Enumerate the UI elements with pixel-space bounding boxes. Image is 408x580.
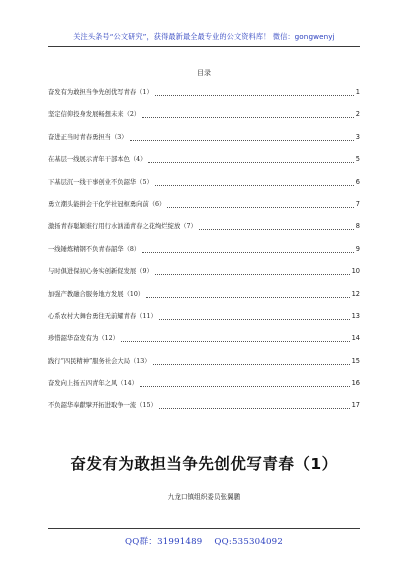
- toc-entry-page: 15: [351, 356, 360, 365]
- toc-entry-title: 坚定信仰投身发展畅想未来（2）: [48, 111, 141, 119]
- toc-entry-title: 不负韶华奉獻擘开拓进取争一流（15）: [48, 402, 157, 410]
- leader-dots: [155, 88, 354, 96]
- toc-entry[interactable]: [48, 110, 360, 132]
- footer-divider: [48, 528, 360, 529]
- toc-entry-page: 5: [355, 155, 360, 164]
- toc-entry[interactable]: [48, 178, 360, 200]
- table-of-contents: [48, 88, 360, 424]
- toc-entry[interactable]: [48, 88, 360, 110]
- toc-entry[interactable]: [48, 200, 360, 222]
- toc-entry-title: 心系农村大舞台勇往无前耀青春（11）: [48, 312, 157, 320]
- toc-entry-page: 3: [355, 132, 360, 141]
- leader-dots: [142, 110, 354, 118]
- leader-dots: [155, 178, 354, 186]
- leader-dots: [146, 290, 349, 298]
- toc-entry[interactable]: [48, 312, 360, 334]
- article-author: 九龙口镇组织委员张翼鹏: [167, 493, 241, 501]
- toc-entry-page: 7: [355, 199, 360, 208]
- leader-dots: [130, 133, 354, 141]
- toc-entry-title: 下基层沉一线干事创业不负韶华（5）: [48, 178, 153, 186]
- toc-entry-title: 奋发有为敢担当争先创优写青春（1）: [48, 89, 153, 96]
- toc-entry[interactable]: [48, 155, 360, 177]
- leader-dots: [167, 200, 353, 208]
- toc-entry-title: 奋进正当时青春勇担当（3）: [48, 133, 128, 141]
- leader-dots: [140, 379, 350, 387]
- leader-dots: [142, 245, 354, 253]
- leader-dots: [159, 312, 350, 320]
- header-note: 关注头条号“公文研究”，获得最新最全最专业的公文资料库！ 微信：gongwenyj: [73, 32, 335, 41]
- toc-entry-page: 6: [355, 177, 360, 186]
- qq-group: QQ群：31991489: [124, 537, 203, 547]
- toc-entry[interactable]: [48, 290, 360, 312]
- toc-entry-page: 14: [351, 334, 360, 343]
- toc-entry-title: 一线锤炼精钢不负青春韶华（8）: [48, 245, 141, 253]
- toc-entry-title: 加强产教融合服务地方发展（10）: [48, 290, 145, 298]
- toc-entry[interactable]: [48, 222, 360, 244]
- header-divider: [48, 46, 360, 47]
- toc-entry[interactable]: [48, 133, 360, 155]
- toc-entry[interactable]: [48, 334, 360, 356]
- toc-entry-page: 13: [351, 311, 360, 320]
- leader-dots: [153, 357, 350, 365]
- leader-dots: [121, 334, 350, 342]
- toc-entry-title: 奋发向上扬五四青年之风（14）: [48, 380, 138, 388]
- toc-entry[interactable]: [48, 357, 360, 379]
- toc-entry-title: 珍惜韶华奋发有为（12）: [48, 335, 119, 343]
- toc-entry-title: 践行“四民精神”服务社会大局（13）: [48, 357, 151, 365]
- toc-entry[interactable]: [48, 267, 360, 289]
- toc-entry-page: 12: [351, 289, 360, 298]
- toc-entry[interactable]: [48, 379, 360, 401]
- toc-entry-page: 1: [355, 88, 360, 96]
- leader-dots: [155, 267, 350, 275]
- toc-entry-title: 激扬青春聪颖谁行用行水汹涌青春之花绚烂绽放（7）: [48, 223, 197, 231]
- qq-contact: QQ:535304092: [214, 537, 284, 547]
- article-title: 奋发有为敢担当争先创优写青春（1）: [70, 455, 338, 473]
- toc-entry[interactable]: [48, 401, 360, 423]
- toc-entry-title: 与时俱进保初心务实创新促发展（9）: [48, 268, 153, 276]
- toc-entry-page: 17: [351, 401, 360, 410]
- toc-entry-page: 10: [351, 267, 360, 276]
- footer-note: [0, 535, 408, 547]
- toc-entry-page: 2: [355, 110, 360, 119]
- toc-entry-title: 在基层一线展示青年干部本色（4）: [48, 156, 147, 164]
- toc-entry-page: 8: [355, 222, 360, 231]
- toc-entry-page: 16: [351, 379, 360, 388]
- leader-dots: [148, 155, 353, 163]
- toc-entry-title: 勇立潮头能拼会干化学社冠枢勇向前（6）: [48, 200, 166, 208]
- toc-title: 目录: [197, 69, 211, 77]
- toc-entry-page: 9: [355, 244, 360, 253]
- leader-dots: [159, 401, 350, 409]
- toc-entry[interactable]: [48, 245, 360, 267]
- leader-dots: [199, 222, 354, 230]
